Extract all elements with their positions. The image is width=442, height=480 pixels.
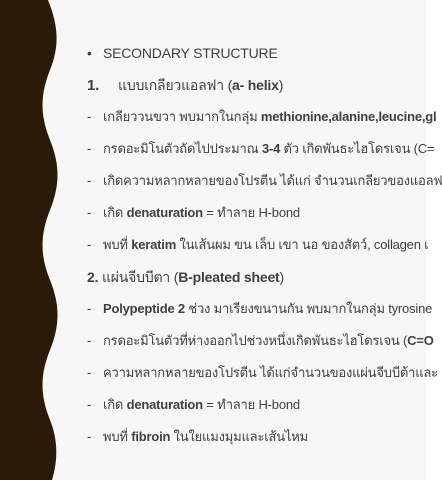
item-text: พบที่ xyxy=(103,237,132,252)
item-text: เกลียววนขวา พบมากในกลุ่ม xyxy=(103,109,261,124)
heading-number: 1. xyxy=(87,77,100,94)
item-text: กรดอะมิโนตัวถัดไปประมาณ xyxy=(103,141,262,156)
item-text-end: ช่วง มาเรียงขนานกัน พบมากในกลุ่ม tyrosine xyxy=(184,301,433,316)
item-text: ความหลากหลายของโปรตีน ได้แก่จำนวนของแผ่นจีบบีต้าและ xyxy=(103,365,438,380)
item-term: fibroin xyxy=(131,429,171,444)
list-item xyxy=(87,394,300,416)
dash-marker: - xyxy=(87,141,92,156)
dash-marker: - xyxy=(87,397,92,412)
item-text-end: ตัว เกิดพันธะไฮโดรเจน (C= xyxy=(280,141,435,156)
bullet-icon: • xyxy=(87,45,92,61)
heading-text: แผ่นจีบบีตา ( xyxy=(98,269,179,285)
list-item xyxy=(87,426,308,448)
list-item xyxy=(87,170,442,192)
item-text-end: = ทำลาย H-bond xyxy=(202,397,300,412)
dash-marker: - xyxy=(87,205,92,220)
item-text-end: ในใยแมงมุมและเส้นไหม xyxy=(170,429,308,444)
dash-marker: - xyxy=(87,237,92,252)
list-item xyxy=(87,234,428,256)
item-term: denaturation xyxy=(126,205,203,220)
item-text: เกิด xyxy=(103,397,127,412)
item-term: C=O xyxy=(407,333,434,348)
heading-number: 2. xyxy=(87,269,99,285)
list-item xyxy=(87,298,432,320)
list-item xyxy=(87,362,438,384)
dash-marker: - xyxy=(87,109,92,124)
item-text: เกิด xyxy=(103,205,127,220)
item-text-end: = ทำลาย H-bond xyxy=(202,205,300,220)
heading-term: B-pleated sheet xyxy=(178,269,280,285)
list-item xyxy=(87,106,436,128)
dash-marker: - xyxy=(87,365,92,380)
item-term: Polypeptide 2 xyxy=(103,301,185,316)
heading-text: แบบเกลียวแอลฟา ( xyxy=(118,77,233,93)
heading-text-end: ) xyxy=(278,77,284,93)
heading-term: a- helix xyxy=(232,77,279,93)
slide-title xyxy=(87,42,278,64)
dash-marker: - xyxy=(87,301,92,316)
list-item xyxy=(87,330,434,352)
item-term: methionine,alanine,leucine,gl xyxy=(260,109,437,124)
item-term: keratim xyxy=(131,237,177,252)
item-text: กรดอะมิโนตัวที่ห่างออกไปช่วงหนึ่งเกิดพันธะไฮโดรเจน ( xyxy=(103,333,408,348)
item-term: denaturation xyxy=(126,397,203,412)
dash-marker: - xyxy=(87,173,92,188)
item-text: เกิดความหลากหลายของโปรตีน ได้แก่ จำนวนเกลียวของแอลฟ xyxy=(103,173,442,188)
heading-beta-sheet xyxy=(87,266,284,288)
heading-alpha-helix xyxy=(87,74,283,96)
item-text-end: ในเส้นผม ขน เล็บ เขา นอ ของสัตว์, collagen เ xyxy=(176,237,429,252)
list-item xyxy=(87,202,300,224)
item-text: พบที่ xyxy=(103,429,132,444)
dash-marker: - xyxy=(87,333,92,348)
dash-marker: - xyxy=(87,429,92,444)
decorative-wavy-side-panel xyxy=(0,0,70,480)
heading-text-end: ) xyxy=(279,269,284,285)
slide-content xyxy=(87,0,442,480)
item-term: 3-4 xyxy=(261,141,281,156)
list-item xyxy=(87,138,434,160)
title-text: SECONDARY STRUCTURE xyxy=(103,45,278,61)
wavy-edge-shape xyxy=(0,0,58,480)
